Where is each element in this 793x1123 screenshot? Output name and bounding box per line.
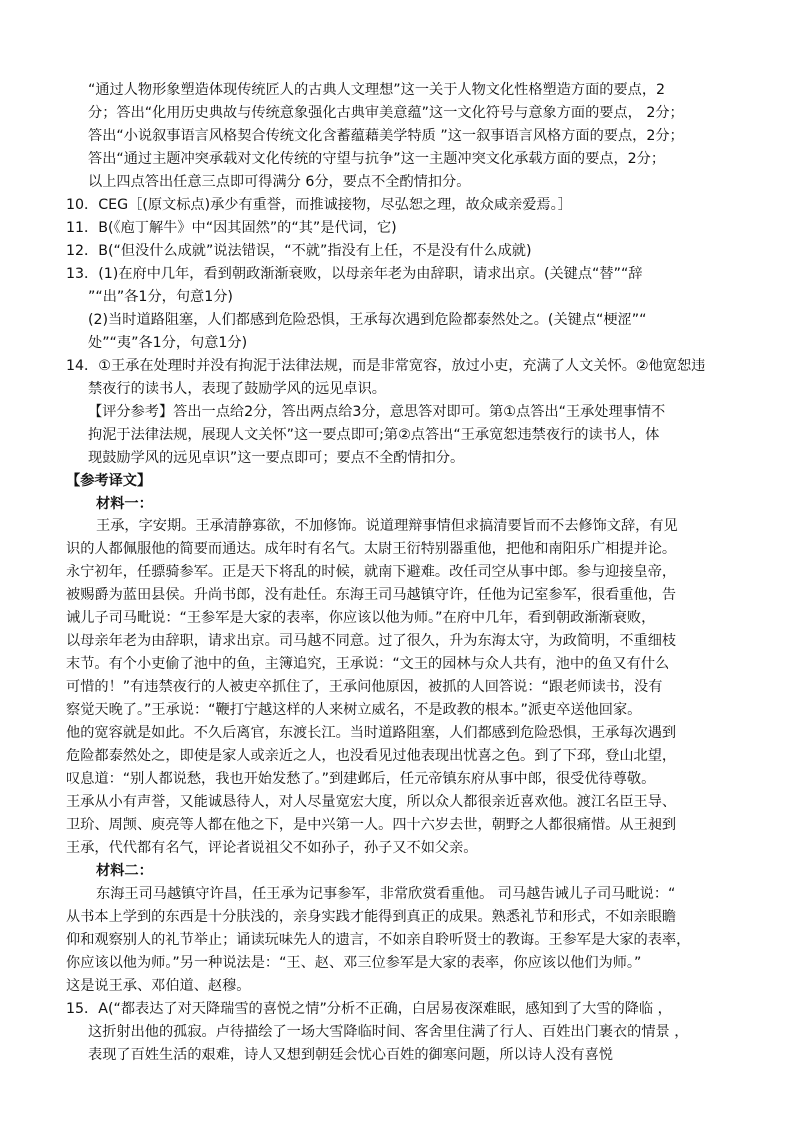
q14-line-5: 现鼓励学风的远见卓识”这一要点即可；要点不全酌情扣分。: [88, 450, 465, 466]
material1-line-12: 叹息道：“别人都说愁，我也开始发愁了。”到建邺后，任元帝镇东府从事中郎，很受优待尊敬。: [66, 771, 656, 787]
material1-line-1: 王承，字安期。王承清静寡欲，不加修饰。说道理辩事情但求搞清要旨而不去修饰文辞，有见: [96, 518, 678, 534]
material1-line-3: 永宁初年，任骠骑参军。正是天下将乱的时候，就南下避难。改任司空从事中郎。参与迎接皇帝，: [66, 564, 677, 580]
material1-line-7: 末节。有个小吏偷了池中的鱼，主簿追究，王承说：“文王的园林与众人共有，池中的鱼又有什么: [66, 656, 670, 672]
material1-line-2: 识的人都佩服他的简要而通达。成年时有名气。太尉王衍特别器重他，把他和南阳乐广相提并论。: [66, 541, 677, 557]
answer-q10: 10．CEG［(原文标点)承少有重誉，而推诚接物，尽弘恕之理，故众咸亲爱焉。］: [66, 197, 572, 213]
material2-line-2: 从书本上学到的东西是十分肤浅的，亲身实践才能得到真正的成果。熟悉礼节和形式，不如亲眼瞻: [66, 909, 677, 925]
material2-line-1: 东海王司马越镇守许昌，任王承为记事参军，非常欣赏看重他。 司马越告诫儿子司马毗说：“: [96, 886, 676, 902]
translation-heading: 【参考译文】: [66, 473, 152, 489]
q9-line-5: 以上四点答出任意三点即可得满分 6分，要点不全酌情扣分。: [88, 174, 471, 190]
material2-line-5: 这是说王承、邓伯道、赵穆。: [66, 978, 251, 994]
q13-line-1: 13．(1)在府中几年，看到朝政渐渐衰败，以母亲年老为由辞职，请求出京。(关键点“替”“辞: [66, 266, 643, 282]
material1-heading: 材料一：: [96, 496, 153, 512]
material1-line-5: 诫儿子司马毗说：“王参军是大家的表率，你应该以他为师。”在府中几年，看到朝政渐渐衰败，: [66, 610, 656, 626]
material1-line-15: 王承，代代都有名气，评论者说祖父不如孙子，孙子又不如父亲。: [66, 840, 478, 856]
answer-q11: 11．B(《庖丁解牛》中“因其固然”的“其”是代词，它): [66, 220, 397, 236]
q9-line-4: 答出“通过主题冲突承载对文化传统的守望与抗争”这一主题冲突文化承载方面的要点，2分；: [88, 151, 666, 167]
material1-line-6: 以母亲年老为由辞职，请求出京。司马越不同意。过了很久，升为东海太守，为政简明，不重细枝: [66, 633, 677, 649]
q9-line-1: “通过人物形象塑造体现传统匠人的古典人文理想”这一关于人物文化性格塑造方面的要点，2: [88, 82, 666, 98]
material1-line-13: 王承从小有声誉，又能诚恳待人，对人尽量宽宏大度，所以众人都很亲近喜欢他。渡江名臣王导、: [66, 794, 677, 810]
material2-heading: 材料二：: [96, 863, 153, 879]
q15-line-1: 15．A(“都表达了对天降瑞雪的喜悦之情”分析不正确，白居易夜深难眠，感知到了大雪的降临 ，: [66, 1001, 672, 1017]
q15-line-3: 表现了百姓生活的艰难，诗人又想到朝廷会忧心百姓的御寒问题，所以诗人没有喜悦: [88, 1047, 613, 1063]
material1-line-11: 危险都泰然处之，即使是家人或亲近之人，也没看见过他表现出忧喜之色。到了下邳，登山北望，: [66, 748, 677, 764]
material2-line-4: 你应该以他为师。”另一种说法是：“王、赵、邓三位参军是大家的表率，你应该以他们为师。”: [66, 955, 642, 971]
q14-line-2: 禁夜行的读书人，表现了鼓励学风的远见卓识。: [88, 381, 386, 397]
q13-line-2: ”“出”各1分，句意1分): [88, 289, 233, 305]
material1-line-14: 卫玠、周𫖮、庾亮等人都在他之下，是中兴第一人。四十六岁去世，朝野之人都很痛惜。从王昶到: [66, 817, 677, 833]
q14-line-4: 拘泥于法律法规，展现人文关怀”这一要点即可;第②点答出“王承宽恕违禁夜行的读书人，体: [88, 427, 660, 443]
material1-line-10: 他的宽容就是如此。不久后离官，东渡长江。当时道路阻塞，人们都感到危险恐惧，王承每次遇到: [66, 725, 677, 741]
q13-line-4: 处”“夷”各1分，句意1分): [88, 335, 248, 351]
q13-line-3: (2)当时道路阻塞，人们都感到危险恐惧，王承每次遇到危险都泰然处之。(关键点“梗涩”“: [88, 312, 647, 328]
material1-line-4: 被赐爵为蓝田县侯。升尚书郎，没有赴任。东海王司马越镇守许，任他为记室参军，很看重他，告: [66, 587, 677, 603]
material1-line-9: 察觉天晚了。”王承说：“鞭打宁越这样的人来树立威名，不是政教的根本。”派吏卒送他回家。: [66, 702, 642, 718]
q15-line-2: 这折射出他的孤寂。卢待描绘了一场大雪降临时间、客舍里住满了行人、百姓出门裹衣的情景 ，: [88, 1024, 689, 1040]
answer-q12: 12．B(“但没什么成就”说法错误，“不就”指没有上任，不是没有什么成就): [66, 243, 532, 259]
material1-line-8: 可惜的！”有违禁夜行的人被吏卒抓住了，王承问他原因，被抓的人回答说：“跟老师读书，没有: [66, 679, 663, 695]
q14-line-3: 【评分参考】答出一点给2分，答出两点给3分，意思答对即可。第①点答出“王承处理事情不: [88, 404, 666, 420]
q9-line-3: 答出“小说叙事语言风格契合传统文化含蓄蕴藉美学特质 ”这一叙事语言风格方面的要点，2分；: [88, 128, 684, 144]
q9-line-2: 分；答出“化用历史典故与传统意象强化古典审美意蕴”这一文化符号与意象方面的要点， 2分；: [88, 105, 684, 121]
q14-line-1: 14．①王承在处理时并没有拘泥于法律法规，而是非常宽容，放过小吏，充满了人文关怀。②他宽恕违: [66, 358, 706, 374]
material2-line-3: 仰和观察别人的礼节举止；诵读玩味先人的遗言，不如亲自聆听贤士的教诲。王参军是大家的表率，: [66, 932, 691, 948]
